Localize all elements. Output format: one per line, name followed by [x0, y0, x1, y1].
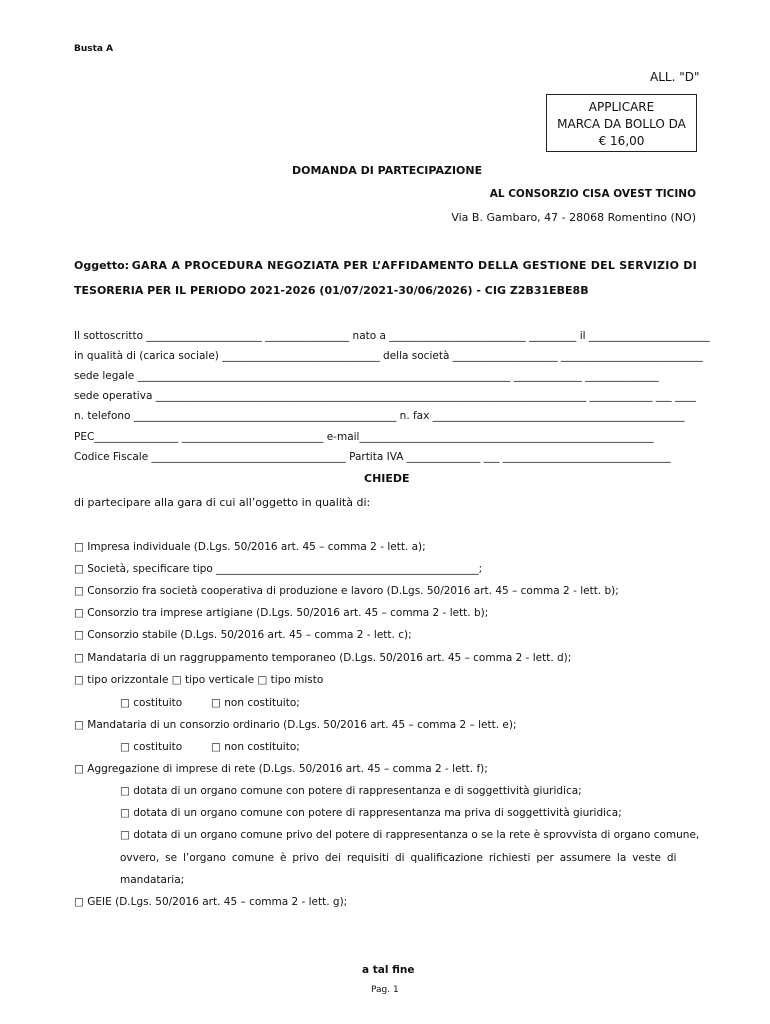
- option-rete-d: [120, 852, 697, 864]
- stamp-line-3: € 16,00: [598, 134, 645, 148]
- stamp-line-2: MARCA DA BOLLO DA: [557, 117, 686, 131]
- form-line-sede-operativa: sede operativa __________________________________________________________________________________ ____________ ___ ____: [74, 390, 696, 402]
- a-tal-fine: a tal fine: [362, 964, 415, 976]
- form-line-codice-fiscale: Codice Fiscale _____________________________________ Partita IVA ______________ ___ ________________________________: [74, 451, 671, 463]
- option-rete-c: □ dotata di un organo comune privo del potere di rappresentanza o se la rete è sprovvista di organo comune,: [120, 829, 700, 841]
- form-line-qualita: in qualità di (carica sociale) ______________________________ della società ____________________ ___________________________: [74, 350, 703, 362]
- option-mandataria-consorzio: □ Mandataria di un consorzio ordinario (D.Lgs. 50/2016 art. 45 – comma 2 – lett. e);: [74, 719, 517, 731]
- recipient-address: Via B. Gambaro, 47 - 28068 Romentino (NO): [451, 211, 696, 224]
- form-line-pec: PEC________________ ___________________________ e-mail________________________________________________________: [74, 431, 654, 443]
- option-non-costituito-2: □ non costituito;: [211, 741, 300, 753]
- option-rete-b: □ dotata di un organo comune con potere di rappresentanza ma priva di soggettività giuridica;: [120, 807, 622, 819]
- subject-label: Oggetto:: [74, 259, 130, 272]
- recipient-name: AL CONSORZIO CISA OVEST TICINO: [489, 188, 696, 200]
- form-line-sede-legale: sede legale _______________________________________________________________________ _____________ ______________: [74, 370, 659, 382]
- subject-text-1: GARA A PROCEDURA NEGOZIATA PER L’AFFIDAMENTO DELLA GESTIONE DEL SERVIZIO DI: [131, 259, 697, 272]
- subject-line-2: TESORERIA PER IL PERIODO 2021-2026 (01/07/2021-30/06/2026) - CIG Z2B31EBE8B: [74, 284, 589, 297]
- option-consorzio-stabile: □ Consorzio stabile (D.Lgs. 50/2016 art. 45 – comma 2 - lett. c);: [74, 629, 412, 641]
- option-consorzio-artigiane: □ Consorzio tra imprese artigiane (D.Lgs. 50/2016 art. 45 – comma 2 - lett. b);: [74, 607, 489, 619]
- option-aggregazione-rete: □ Aggregazione di imprese di rete (D.Lgs. 50/2016 art. 45 – comma 2 - lett. f);: [74, 763, 488, 775]
- option-costituito-2: □ costituito: [120, 741, 183, 753]
- option-impresa-individuale: □ Impresa individuale (D.Lgs. 50/2016 art. 45 – comma 2 - lett. a);: [74, 541, 426, 553]
- stamp-line-1: APPLICARE: [588, 100, 655, 114]
- option-rete-e: mandataria;: [120, 874, 185, 886]
- option-rete-a: □ dotata di un organo comune con potere di rappresentanza e di soggettività giuridica;: [120, 785, 582, 797]
- form-line-sottoscritto: Il sottoscritto ______________________ ________________ nato a __________________________ _________ il _______________________: [74, 330, 710, 342]
- allegato-label: ALL. "D": [650, 70, 700, 84]
- option-rete-d-text: ovvero, se l’organo comune è privo dei requisiti di qualificazione richiesti per assumere la veste di: [120, 852, 677, 864]
- option-non-costituito-1: □ non costituito;: [211, 697, 300, 709]
- option-costituito-1: □ costituito: [120, 697, 183, 709]
- option-geie: □ GEIE (D.Lgs. 50/2016 art. 45 – comma 2 - lett. g);: [74, 896, 348, 908]
- stamp-box: [546, 94, 697, 152]
- option-societa: □ Società, specificare tipo __________________________________________________;: [74, 563, 483, 575]
- form-line-telefono: n. telefono __________________________________________________ n. fax ________________________________________________: [74, 410, 685, 422]
- busta-label: Busta A: [74, 44, 114, 54]
- page-title: DOMANDA DI PARTECIPAZIONE: [292, 164, 483, 177]
- chiede-heading: CHIEDE: [364, 472, 410, 485]
- option-tipo-raggruppamento: □ tipo orizzontale □ tipo verticale □ tipo misto: [74, 674, 324, 686]
- option-consorzio-cooperative: □ Consorzio fra società cooperativa di produzione e lavoro (D.Lgs. 50/2016 art. 45 – comma 2 - lett. b);: [74, 585, 619, 597]
- intro-text: di partecipare alla gara di cui all’oggetto in qualità di:: [74, 496, 371, 509]
- subject-line-1: [74, 259, 697, 272]
- option-mandataria-raggruppamento: □ Mandataria di un raggruppamento temporaneo (D.Lgs. 50/2016 art. 45 – comma 2 - lett. d);: [74, 652, 572, 664]
- page-number: Pag. 1: [371, 985, 399, 995]
